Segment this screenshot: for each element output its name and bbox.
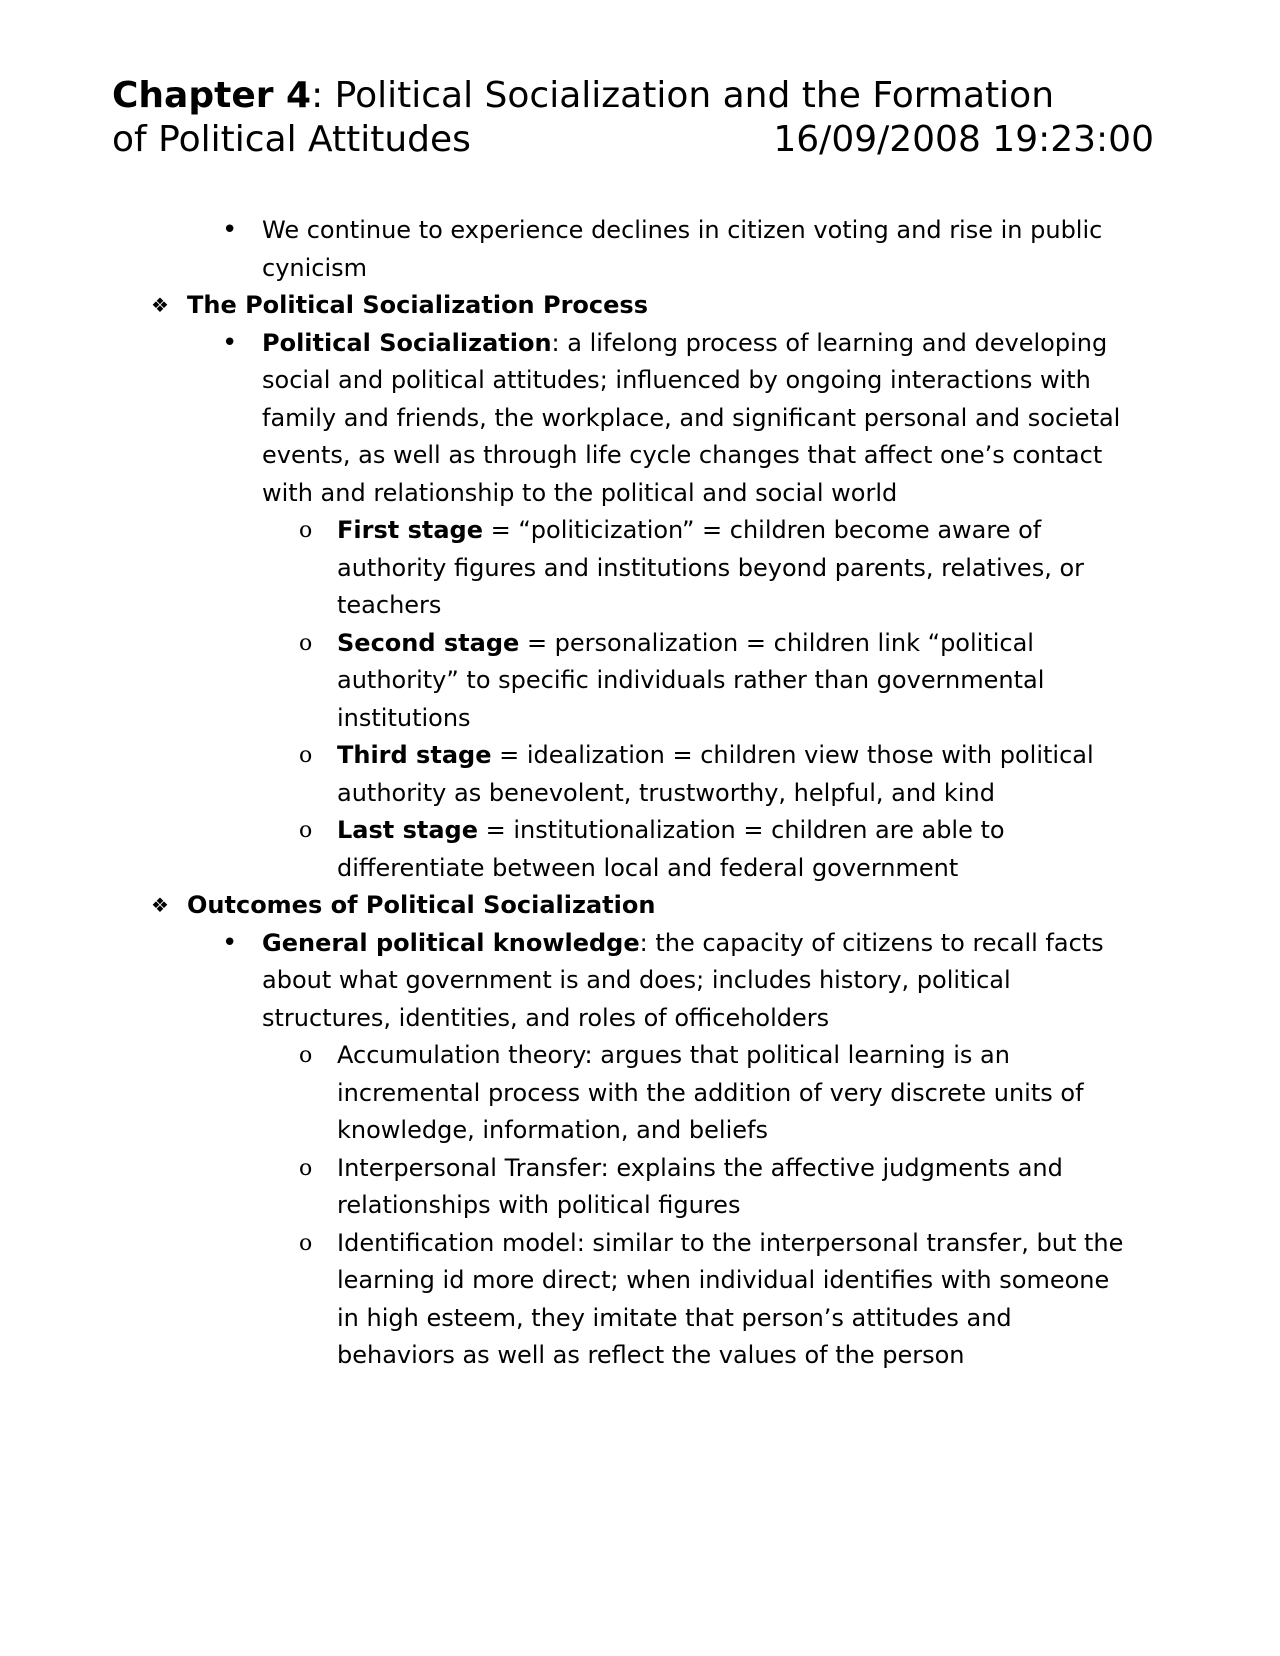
title-line-1 bbox=[112, 74, 1172, 118]
section-heading-text: Outcomes of Political Socialization bbox=[187, 891, 656, 919]
definition-text bbox=[262, 929, 1104, 1032]
term: Political Socialization bbox=[262, 328, 552, 357]
diamond-bullet-icon: ❖ bbox=[151, 293, 169, 317]
definition: : a lifelong process of learning and developing social and political attitudes; influenced by ongoing interactions with family and friends, the workplace, and significant personal and societal events, as well as through life cycle changes that affect one’s contact with and relationship to the political and social world bbox=[262, 328, 1121, 507]
title-rest: : Political Socialization and the Formation bbox=[311, 75, 1055, 116]
intro-text: We continue to experience declines in citizen voting and rise in public cynicism bbox=[262, 216, 1103, 282]
circle-bullet-icon: o bbox=[299, 1230, 313, 1256]
list-item bbox=[0, 925, 1122, 1038]
stage-text bbox=[337, 629, 1044, 732]
title-chapter: Chapter 4 bbox=[112, 75, 312, 116]
diamond-bullet-icon: ❖ bbox=[151, 893, 169, 917]
term: General political knowledge bbox=[262, 928, 640, 957]
term: Last stage bbox=[337, 816, 479, 844]
list-item bbox=[0, 325, 1122, 513]
sub-list-item bbox=[0, 1037, 1127, 1150]
definition: = institutionalization = children are able to differentiate between local and federal government bbox=[337, 816, 1005, 882]
stage-text bbox=[337, 816, 1005, 882]
section-heading-text: The Political Socialization Process bbox=[187, 291, 648, 319]
term: Second stage bbox=[337, 628, 520, 657]
sub-list-item bbox=[0, 625, 1127, 738]
circle-bullet-icon: o bbox=[299, 818, 313, 843]
theory-text: Interpersonal Transfer: explains the affective judgments and relationships with political figures bbox=[337, 1153, 1063, 1219]
definition: = “politicization” = children become aware of authority figures and institutions beyond parents, relatives, or teachers bbox=[337, 516, 1084, 619]
section-heading bbox=[0, 887, 1280, 925]
disc-bullet-icon: • bbox=[222, 927, 238, 958]
title-line-2 bbox=[112, 118, 1154, 162]
term: Third stage bbox=[337, 741, 492, 769]
definition: : the capacity of citizens to recall facts about what government is and does; includes history, political structures, identities, and roles of officeholders bbox=[262, 928, 1104, 1032]
list-item bbox=[0, 212, 1122, 287]
definition-text bbox=[262, 329, 1120, 507]
title-timestamp: 16/09/2008 19:23:00 bbox=[773, 119, 1154, 160]
theory-text: Accumulation theory: argues that political learning is an incremental process with the addition of very discrete units of knowledge, information, and beliefs bbox=[337, 1041, 1084, 1144]
circle-bullet-icon: o bbox=[299, 1043, 313, 1068]
definition: = idealization = children view those with political authority as benevolent, trustworthy, helpful, and kind bbox=[337, 741, 1094, 807]
stage-text bbox=[337, 516, 1084, 619]
circle-bullet-icon: o bbox=[299, 743, 313, 768]
section-heading bbox=[0, 287, 1280, 325]
notes-body bbox=[0, 212, 1280, 1375]
sub-list-item bbox=[0, 812, 1127, 887]
term: First stage bbox=[337, 516, 483, 544]
sub-list-item bbox=[0, 737, 1127, 812]
page-title bbox=[112, 74, 1172, 162]
circle-bullet-icon: o bbox=[299, 518, 313, 543]
sub-list-item bbox=[0, 1225, 1127, 1375]
title-subtitle: of Political Attitudes bbox=[112, 119, 471, 160]
circle-bullet-icon: o bbox=[299, 1155, 313, 1181]
disc-bullet-icon: • bbox=[222, 327, 238, 358]
sub-list-item bbox=[0, 512, 1127, 625]
theory-text: Identification model: similar to the interpersonal transfer, but the learning id more direct; when individual identifies with someone in high esteem, they imitate that person’s attitudes and behaviors as well as reflect the values of the person bbox=[337, 1228, 1124, 1369]
disc-bullet-icon: • bbox=[222, 215, 238, 245]
stage-text bbox=[337, 741, 1094, 807]
definition: = personalization = children link “political authority” to specific individuals rather than governmental institutions bbox=[337, 628, 1045, 732]
sub-list-item bbox=[0, 1150, 1127, 1225]
circle-bullet-icon: o bbox=[299, 630, 313, 656]
